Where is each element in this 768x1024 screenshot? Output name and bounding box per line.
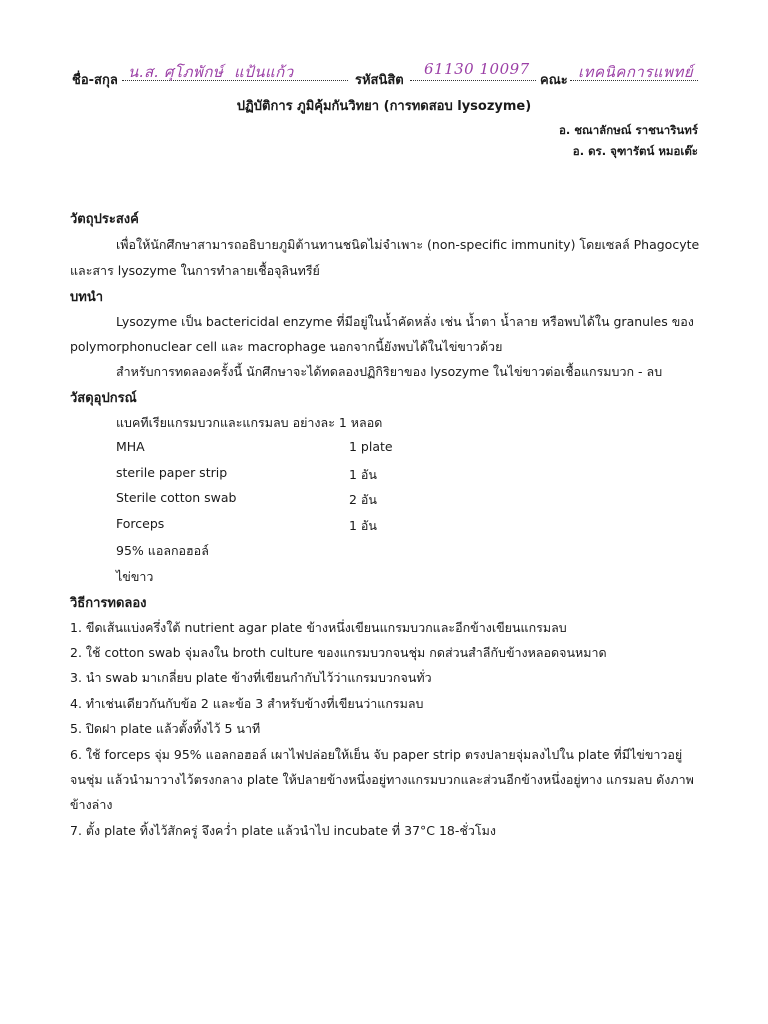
intro-heading: บทนำ xyxy=(70,290,104,305)
name-label: ชื่อ-สกุล xyxy=(72,73,118,88)
material-item-qty: 1 plate xyxy=(349,439,393,454)
materials-heading: วัสดุอุปกรณ์ xyxy=(70,391,137,406)
name-prefix-handwritten: น.ส. xyxy=(128,63,159,81)
first-name-handwritten: ศุโภพักษ์ xyxy=(164,63,224,81)
method-step: 5. ปิดฝา plate แล้วตั้งทิ้งไว้ 5 นาที xyxy=(70,721,261,736)
instructor-1: อ. ชณาลักษณ์ ราชนารินทร์ xyxy=(558,123,698,137)
objective-heading: วัตถุประสงค์ xyxy=(70,212,139,227)
faculty-label: คณะ xyxy=(540,73,568,88)
method-step: 3. นำ swab มาเกลี่ยบ plate ข้างที่เขียนกำกับไว้ว่าแกรมบวกจนทั่ว xyxy=(70,670,432,685)
method-step-continued: จนชุ่ม แล้วนำมาวางไว้ตรงกลาง plate ให้ปลายข้างหนึ่งอยู่ทางแกรมบวกและส่วนอีกข้างหนึ่งอยู่ทาง แกรมลบ ดังภาพ xyxy=(70,772,694,787)
material-item-name: Sterile cotton swab xyxy=(116,490,237,505)
method-step: 1. ขีดเส้นแบ่งครึ่งใต้ nutrient agar plate ข้างหนึ่งเขียนแกรมบวกและอีกข้างเขียนแกรมลบ xyxy=(70,620,567,635)
material-item-name: Forceps xyxy=(116,516,165,531)
material-item-name: sterile paper strip xyxy=(116,465,228,480)
material-item-qty: 1 อัน xyxy=(349,467,377,482)
student-id-label: รหัสนิสิต xyxy=(355,73,404,88)
method-step: 4. ทำเช่นเดียวกันกับข้อ 2 และข้อ 3 สำหรับข้างที่เขียนว่าแกรมลบ xyxy=(70,696,424,711)
objective-line-2: และสาร lysozyme ในการทำลายเชื้อจุลินทรีย์ xyxy=(70,263,320,278)
last-name-handwritten: แป้นแก้ว xyxy=(234,63,294,81)
student-info-line xyxy=(72,60,698,90)
material-item-name: 95% แอลกอฮอล์ xyxy=(116,543,209,558)
method-heading: วิธีการทดลอง xyxy=(70,596,147,611)
method-step: 7. ตั้ง plate ทิ้งไว้สักครู่ จึงคว่ำ plate แล้วนำไป incubate ที่ 37°C 18-ชั่วโมง xyxy=(70,823,496,838)
intro-line-1: Lysozyme เป็น bactericidal enzyme ที่มีอยู่ในน้ำคัดหลั่ง เช่น น้ำตา น้ำลาย หรือพบได้ใน granules ของ xyxy=(116,314,694,329)
student-id-handwritten: 61130 10097 xyxy=(424,60,530,78)
material-item-name: MHA xyxy=(116,439,145,454)
student-id-dotted-line xyxy=(410,80,536,81)
method-step-continued: ข้างล่าง xyxy=(70,797,113,812)
objective-line-1: เพื่อให้นักศึกษาสามารถอธิบายภูมิต้านทานชนิดไม่จำเพาะ (non-specific immunity) โดยเซลล์ Phagocyte xyxy=(116,237,700,252)
lab-title: ปฏิบัติการ ภูมิคุ้มกันวิทยา (การทดสอบ lysozyme) xyxy=(236,99,532,114)
instructor-2: อ. ดร. จุฑารัตน์ หมอเต๊ะ xyxy=(572,144,698,158)
material-item-qty: 1 อัน xyxy=(349,518,377,533)
faculty-handwritten: เทคนิคการแพทย์ xyxy=(578,63,694,81)
material-item-qty: 2 อัน xyxy=(349,492,377,507)
method-step: 2. ใช้ cotton swab จุ่มลงใน broth culture ของแกรมบวกจนชุ่ม กดส่วนสำลีกับข้างหลอดจนหมาด xyxy=(70,645,607,660)
material-item-name: ไข่ขาว xyxy=(116,569,154,584)
intro-line-3: สำหรับการทดลองครั้งนี้ นักศึกษาจะได้ทดลองปฏิกิริยาของ lysozyme ในไข่ขาวต่อเชื้อแกรมบวก - ลบ xyxy=(116,364,663,379)
method-step: 6. ใช้ forceps จุ่ม 95% แอลกอฮอล์ เผาไฟปล่อยให้เย็น จับ paper strip ตรงปลายจุ่มลงไปใน plate ที่มีไข่ขาวอยู่ xyxy=(70,747,683,762)
material-item-name: แบคทีเรียแกรมบวกและแกรมลบ อย่างละ 1 หลอด xyxy=(116,415,383,430)
intro-line-2: polymorphonuclear cell และ macrophage นอกจากนี้ยังพบได้ในไข่ขาวด้วย xyxy=(70,339,503,354)
